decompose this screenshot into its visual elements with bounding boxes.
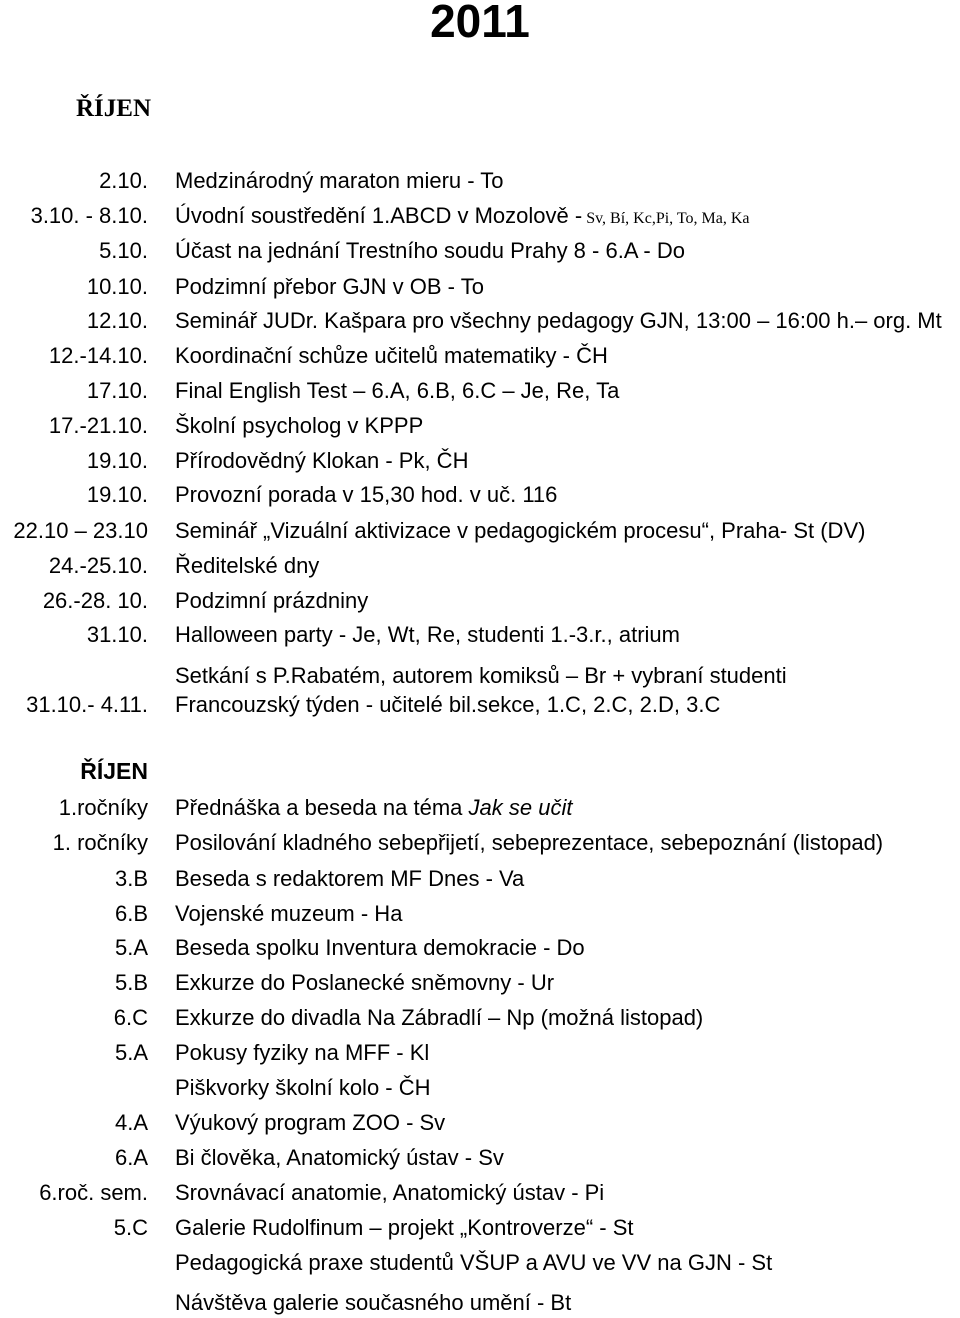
event-text bbox=[175, 828, 883, 858]
event-text bbox=[175, 516, 865, 546]
event-date: 19.10. bbox=[86, 482, 148, 507]
event-row bbox=[0, 480, 960, 510]
event-date: 1. ročníky bbox=[52, 830, 148, 855]
event-text bbox=[175, 1038, 429, 1068]
event-text-main: Koordinační schůze učitelů matematiky - ČH bbox=[175, 343, 608, 368]
event-row bbox=[0, 899, 960, 929]
event-date: 5.A bbox=[114, 935, 148, 960]
event-text bbox=[175, 1178, 604, 1208]
event-row bbox=[0, 411, 960, 441]
event-date: 17.-21.10. bbox=[48, 413, 148, 438]
event-text bbox=[175, 306, 942, 336]
event-date: 31.10.- 4.11. bbox=[26, 692, 148, 717]
event-text-main: Vojenské muzeum - Ha bbox=[175, 901, 403, 926]
event-text-main: Halloween party - Je, Wt, Re, studenti 1.-3.r., atrium bbox=[175, 622, 680, 647]
event-date: 3.10. - 8.10. bbox=[30, 203, 148, 228]
event-row bbox=[0, 1073, 960, 1103]
event-row bbox=[0, 1288, 960, 1318]
event-text bbox=[175, 1288, 571, 1318]
event-text-main: Galerie Rudolfinum – projekt „Kontroverze“ - St bbox=[175, 1215, 634, 1240]
event-date: 5.10. bbox=[99, 238, 148, 263]
event-row bbox=[0, 1248, 960, 1278]
event-text bbox=[175, 1248, 772, 1278]
event-date: 2.10. bbox=[99, 168, 148, 193]
event-text-main: Exkurze do divadla Na Zábradlí – Np (možná listopad) bbox=[175, 1005, 704, 1030]
event-text bbox=[175, 690, 720, 720]
event-text-main: Beseda spolku Inventura demokracie - Do bbox=[175, 935, 585, 960]
event-date: 4.A bbox=[114, 1110, 148, 1135]
event-text-main: Přírodovědný Klokan - Pk, ČH bbox=[175, 448, 469, 473]
event-row bbox=[0, 306, 960, 336]
section-heading-october-classes: ŘÍJEN bbox=[80, 758, 148, 784]
event-text bbox=[175, 933, 585, 963]
event-row bbox=[0, 1178, 960, 1208]
event-text-main: Účast na jednání Trestního soudu Prahy 8 - 6.A - Do bbox=[175, 238, 685, 263]
event-text bbox=[175, 376, 619, 406]
event-text bbox=[175, 1003, 703, 1033]
event-row bbox=[0, 201, 960, 231]
event-text bbox=[175, 1073, 431, 1103]
event-text-main: Výukový program ZOO - Sv bbox=[175, 1110, 446, 1135]
event-row bbox=[0, 864, 960, 894]
event-text-main: Školní psycholog v KPPP bbox=[175, 413, 424, 438]
event-row bbox=[0, 690, 960, 720]
event-date: 17.10. bbox=[86, 378, 148, 403]
event-date: 24.-25.10. bbox=[48, 553, 148, 578]
event-row bbox=[0, 620, 960, 650]
event-text-main: Pokusy fyziky na MFF - Kl bbox=[175, 1040, 430, 1065]
event-text-main: Beseda s redaktorem MF Dnes - Va bbox=[175, 866, 525, 891]
event-text-main: Exkurze do Poslanecké sněmovny - Ur bbox=[175, 970, 555, 995]
event-text bbox=[175, 341, 608, 371]
event-row bbox=[0, 272, 960, 302]
event-text-main: Bi člověka, Anatomický ústav - Sv bbox=[175, 1145, 504, 1170]
event-date: 6.A bbox=[114, 1145, 148, 1170]
event-text bbox=[175, 1213, 634, 1243]
event-text-main: Francouzský týden - učitelé bil.sekce, 1.C, 2.C, 2.D, 3.C bbox=[175, 692, 721, 717]
event-text bbox=[175, 411, 423, 441]
event-date: 3.B bbox=[114, 866, 148, 891]
event-row bbox=[0, 236, 960, 266]
event-row bbox=[0, 1003, 960, 1033]
event-text-main: Pedagogická praxe studentů VŠUP a AVU ve VV na GJN - St bbox=[175, 1250, 773, 1275]
event-row bbox=[0, 828, 960, 858]
event-date: 31.10. bbox=[86, 622, 148, 647]
event-row bbox=[0, 166, 960, 196]
event-text-main: Návštěva galerie současného umění - Bt bbox=[175, 1290, 572, 1315]
event-row bbox=[0, 661, 960, 691]
event-text bbox=[175, 1143, 504, 1173]
event-text bbox=[175, 446, 468, 476]
event-text bbox=[175, 968, 554, 998]
event-text-main: Piškvorky školní kolo - ČH bbox=[175, 1075, 431, 1100]
event-text bbox=[175, 551, 319, 581]
event-text bbox=[175, 201, 750, 234]
event-date: 10.10. bbox=[86, 274, 148, 299]
event-text bbox=[175, 272, 484, 302]
event-text bbox=[175, 793, 572, 823]
page-title: 2011 bbox=[430, 0, 530, 47]
event-row bbox=[0, 1038, 960, 1068]
event-text-main: Úvodní soustředění 1.ABCD v Mozolově - bbox=[175, 203, 583, 228]
event-date: 12.10. bbox=[86, 308, 148, 333]
event-text bbox=[175, 236, 685, 266]
event-date: 5.C bbox=[113, 1215, 148, 1240]
event-text bbox=[175, 166, 504, 196]
event-row bbox=[0, 1213, 960, 1243]
event-date: 12.-14.10. bbox=[48, 343, 148, 368]
event-text-main: Setkání s P.Rabatém, autorem komiksů – Br + vybraní studenti bbox=[175, 663, 787, 688]
event-text-main: Podzimní prázdniny bbox=[175, 588, 369, 613]
event-text-main: Posilování kladného sebepřijetí, sebeprezentace, sebepoznání (listopad) bbox=[175, 830, 884, 855]
event-text-main: Seminář „Vizuální aktivizace v pedagogickém procesu“, Praha- St (DV) bbox=[175, 518, 866, 543]
event-text bbox=[175, 586, 368, 616]
event-date: 19.10. bbox=[86, 448, 148, 473]
event-date: 1.ročníky bbox=[58, 795, 148, 820]
event-date: 5.A bbox=[114, 1040, 148, 1065]
event-text-main: Ředitelské dny bbox=[175, 553, 320, 578]
event-text-main: Final English Test – 6.A, 6.B, 6.C – Je, Re, Ta bbox=[175, 378, 620, 403]
event-text bbox=[175, 661, 787, 691]
event-row bbox=[0, 933, 960, 963]
event-text-main: Medzinárodný maraton mieru - To bbox=[175, 168, 504, 193]
event-row bbox=[0, 586, 960, 616]
event-topic: Jak se učit bbox=[468, 795, 573, 820]
event-row bbox=[0, 1108, 960, 1138]
event-date: 5.B bbox=[114, 970, 148, 995]
event-date: 6.C bbox=[113, 1005, 148, 1030]
event-row bbox=[0, 516, 960, 546]
event-date: 22.10 – 23.10 bbox=[13, 518, 148, 543]
event-row bbox=[0, 341, 960, 371]
event-row bbox=[0, 968, 960, 998]
event-text-main: Provozní porada v 15,30 hod. v uč. 116 bbox=[175, 482, 558, 507]
event-text bbox=[175, 620, 680, 650]
event-date: 6.roč. sem. bbox=[39, 1180, 148, 1205]
event-row bbox=[0, 793, 960, 823]
section-heading-october: ŘÍJEN bbox=[76, 95, 152, 122]
event-row bbox=[0, 446, 960, 476]
event-text bbox=[175, 864, 524, 894]
event-text-main: Seminář JUDr. Kašpara pro všechny pedagogy GJN, 13:00 – 16:00 h.– org. Mt bbox=[175, 308, 942, 333]
event-row bbox=[0, 1143, 960, 1173]
event-text bbox=[175, 899, 402, 929]
event-participants: Sv, Bí, Kc,Pi, To, Ma, Ka bbox=[582, 210, 750, 227]
event-text-main: Srovnávací anatomie, Anatomický ústav - Pi bbox=[175, 1180, 605, 1205]
event-row bbox=[0, 551, 960, 581]
event-row bbox=[0, 376, 960, 406]
event-date: 26.-28. 10. bbox=[42, 588, 148, 613]
event-text-main: Přednáška a beseda na téma bbox=[175, 795, 469, 820]
event-text bbox=[175, 1108, 445, 1138]
event-date: 6.B bbox=[114, 901, 148, 926]
event-text bbox=[175, 480, 557, 510]
event-text-main: Podzimní přebor GJN v OB - To bbox=[175, 274, 484, 299]
